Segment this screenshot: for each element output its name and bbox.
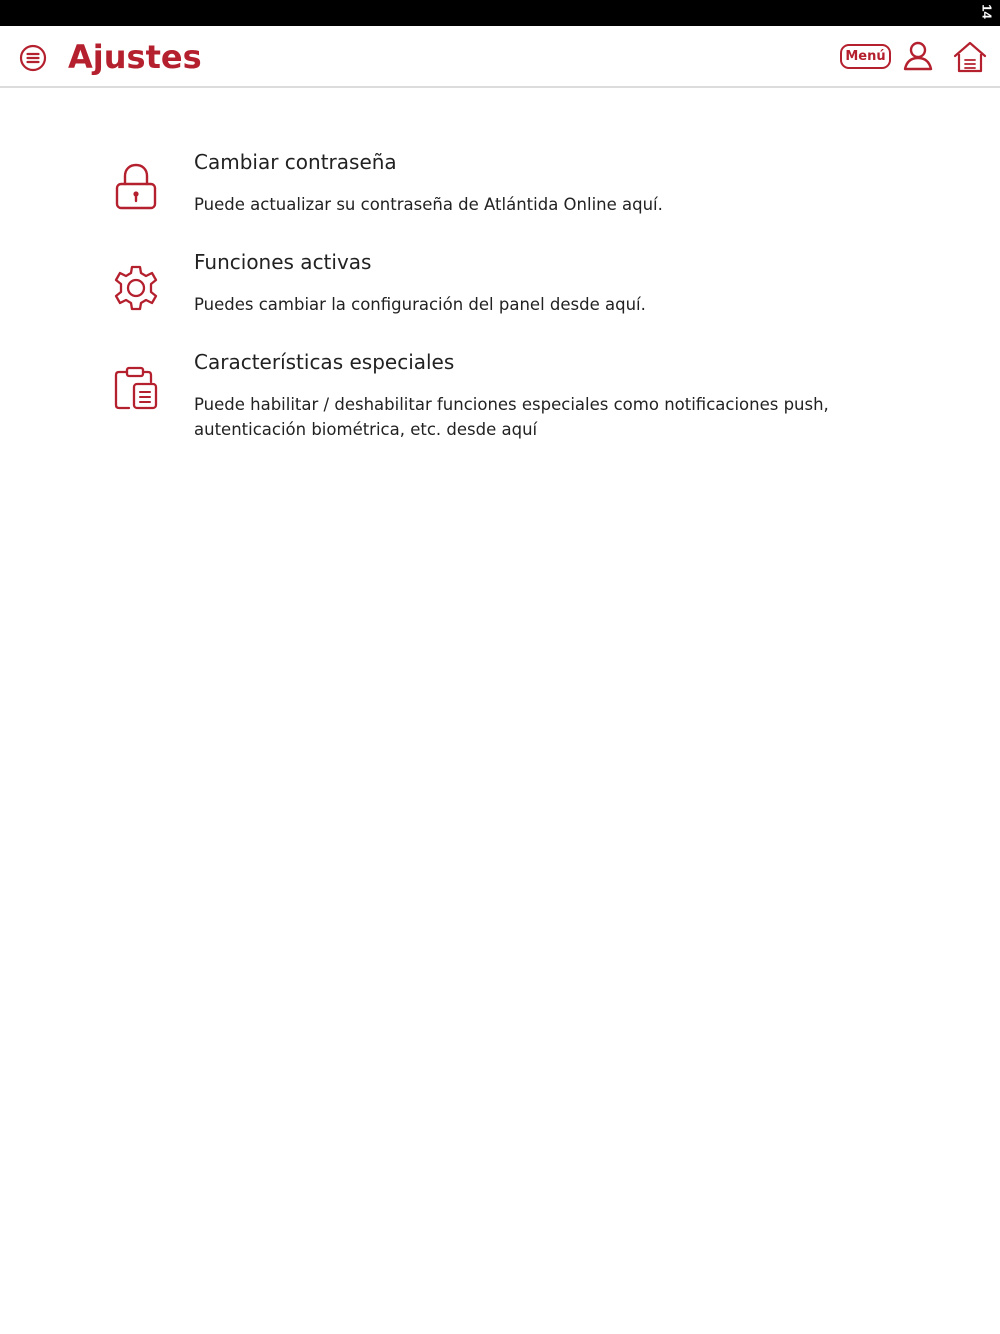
profile-button[interactable] bbox=[902, 40, 934, 72]
status-bar bbox=[0, 0, 1000, 26]
setting-description: Puede habilitar / deshabilitar funciones especiales como notificaciones push, autenticación biométrica, etc. desde aquí bbox=[194, 395, 829, 439]
gear-icon bbox=[110, 262, 162, 314]
clipboard-icon bbox=[110, 362, 162, 414]
app-header bbox=[0, 26, 1000, 88]
setting-description: Puedes cambiar la configuración del panel desde aquí. bbox=[194, 295, 646, 314]
hamburger-circle-icon bbox=[18, 43, 48, 73]
user-icon bbox=[902, 40, 934, 72]
setting-title: Cambiar contraseña bbox=[194, 150, 397, 174]
menu-toggle-button[interactable] bbox=[18, 43, 48, 73]
home-button[interactable] bbox=[952, 40, 988, 74]
setting-title: Funciones activas bbox=[194, 250, 372, 274]
setting-title: Características especiales bbox=[194, 350, 455, 374]
page-title: Ajustes bbox=[68, 38, 202, 76]
status-time: 14 bbox=[979, 4, 995, 19]
menu-button[interactable]: Menú bbox=[840, 44, 891, 69]
home-icon bbox=[952, 40, 988, 74]
lock-icon bbox=[110, 160, 162, 212]
setting-description: Puede actualizar su contraseña de Atlántida Online aquí. bbox=[194, 195, 663, 214]
